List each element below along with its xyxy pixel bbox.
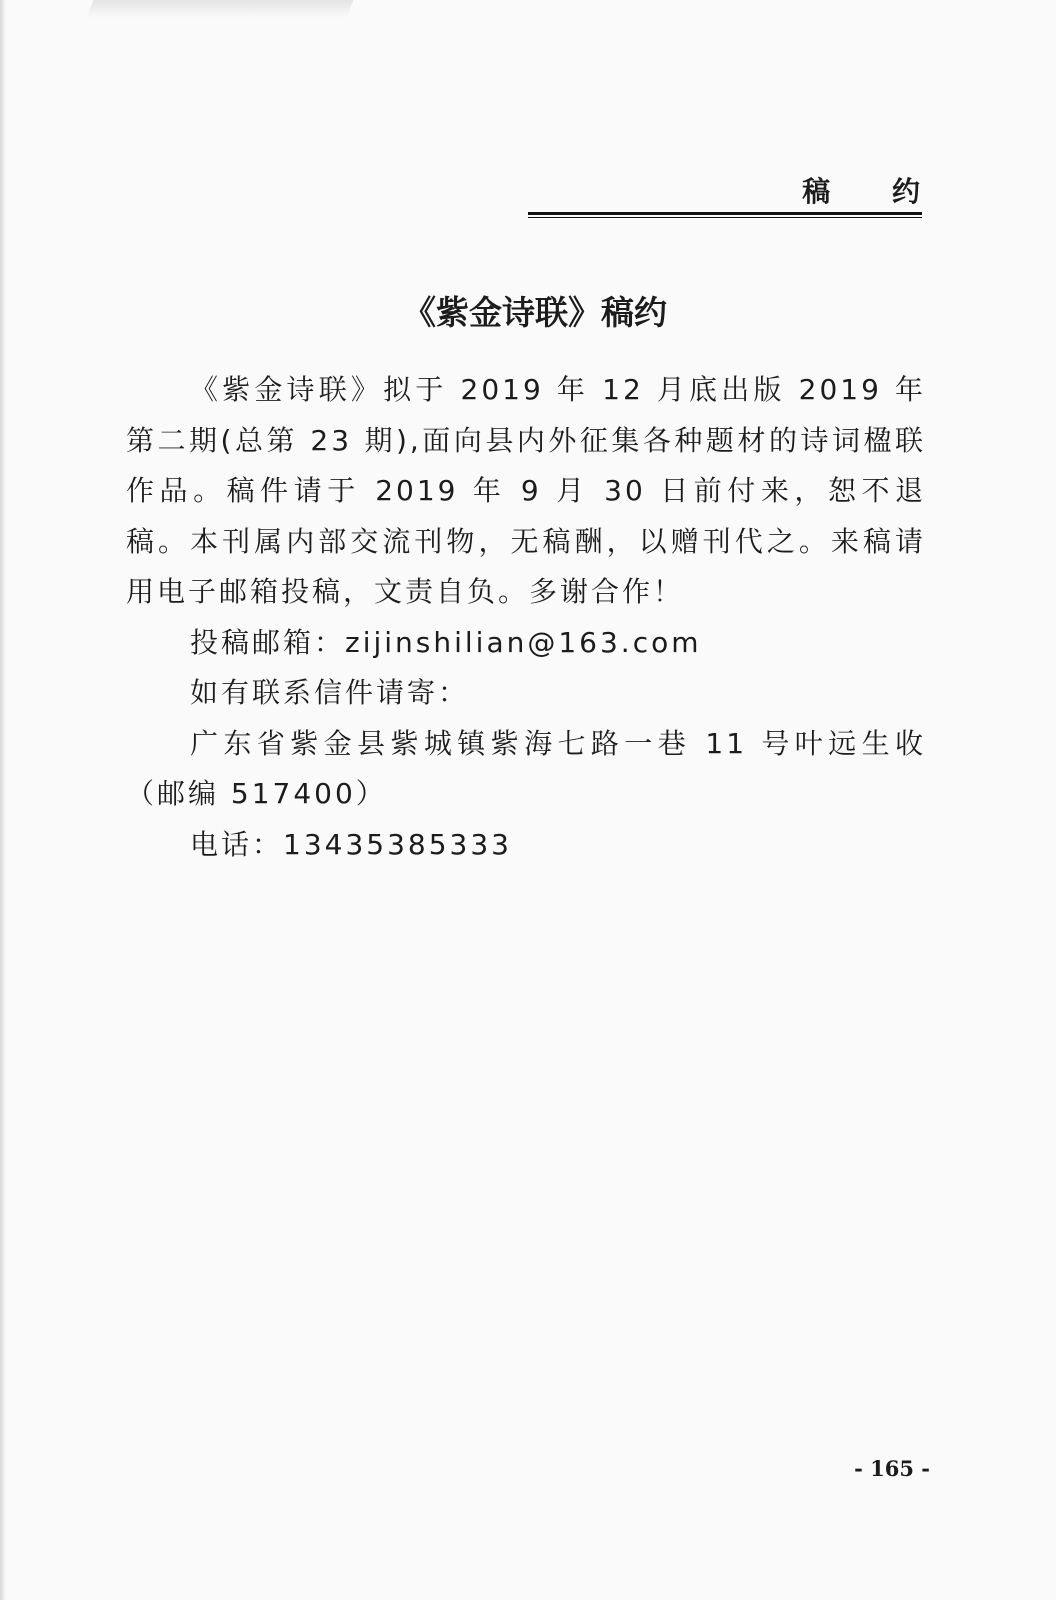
page-number: - 165 - xyxy=(854,1456,930,1481)
page-title: 《紫金诗联》稿约 xyxy=(403,293,667,332)
body-text xyxy=(126,365,926,870)
scan-shadow-left xyxy=(0,0,6,1600)
intro-paragraph: 《紫金诗联》拟于 2019 年 12 月底出版 2019 年第二期(总第 23 期),面向县内外征集各种题材的诗词楹联作品。稿件请于 2019 年 9 月 30 日前付来，恕不退稿。本刊属内部交流刊物，无稿酬，以赠刊代之。来稿请用电子邮箱投稿，文责自负。多谢合作！ xyxy=(126,373,926,608)
phone-line: 电话：13435385333 xyxy=(190,827,512,861)
header-rule xyxy=(528,212,922,218)
mailing-address: 广东省紫金县紫城镇紫海七路一巷 11 号叶远生收（邮编 517400） xyxy=(126,726,926,810)
mail-heading: 如有联系信件请寄： xyxy=(190,676,470,709)
email-line: 投稿邮箱：zijinshilian@163.com xyxy=(190,625,702,659)
running-header xyxy=(528,172,946,220)
scan-shadow-top xyxy=(87,0,354,18)
section-label: 稿 约 xyxy=(802,175,946,208)
